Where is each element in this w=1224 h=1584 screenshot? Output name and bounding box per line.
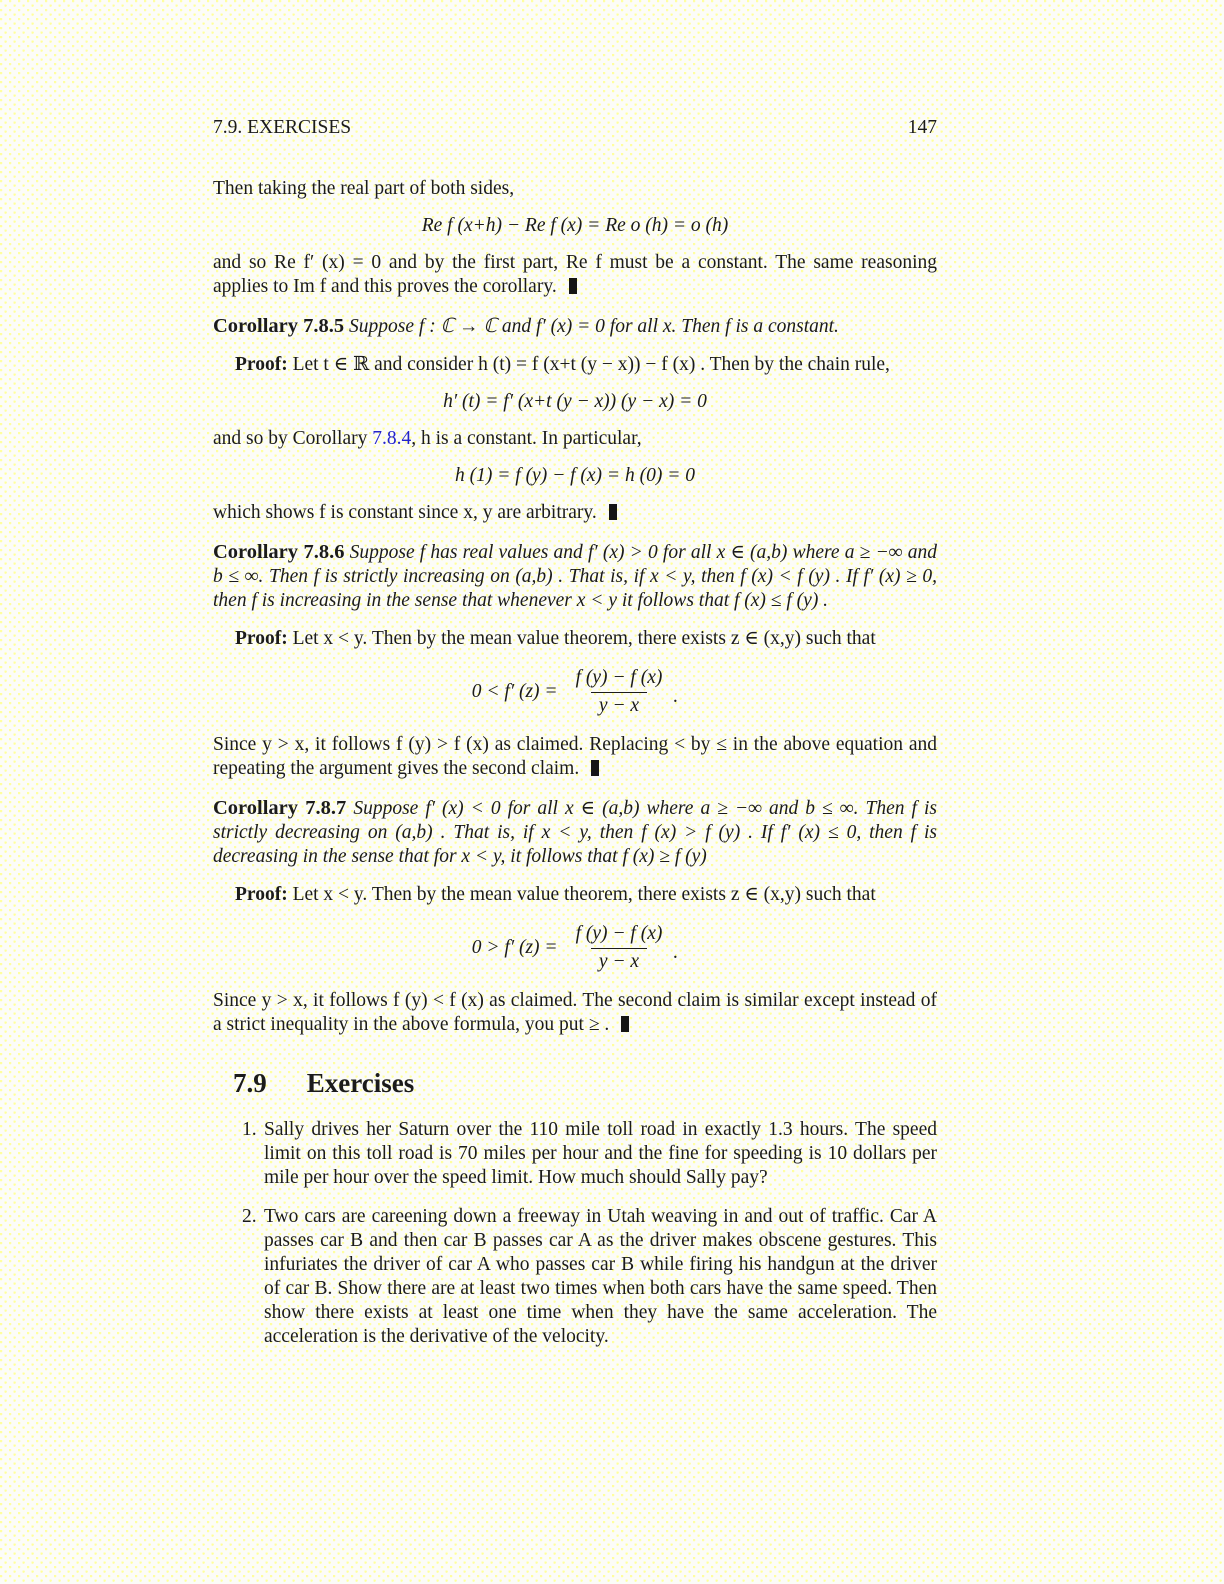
- equation-chain-rule: h′ (t) = f′ (x+t (y − x)) (y − x) = 0: [443, 391, 707, 412]
- fraction-denominator: y − x: [591, 692, 647, 718]
- equation-lhs: 0 < f′ (z) =: [471, 681, 558, 702]
- qed-marker: [621, 1016, 629, 1032]
- equation-mvt-decreasing: [213, 922, 937, 974]
- corollary-785-proof: [213, 353, 937, 377]
- corollary-785-closing: [213, 501, 937, 525]
- intro-body-text: and so Re f′ (x) = 0 and by the first part, Re f must be a constant. The same reasoning applies to Im f and this proves the corollary.: [213, 252, 937, 297]
- qed-marker: [591, 760, 599, 776]
- proof-lead-text: Let x < y. Then by the mean value theorem, there exists z ∈ (x,y) such that: [292, 628, 876, 649]
- equation-lhs: 0 > f′ (z) =: [471, 937, 558, 958]
- header-section-label: 7.9. EXERCISES: [213, 117, 352, 138]
- fraction-numerator: f (y) − f (x): [575, 923, 663, 944]
- intro-lead-paragraph: Then taking the real part of both sides,: [213, 178, 515, 199]
- exercise-item: [213, 1205, 937, 1349]
- corollary-786-proof: [213, 627, 937, 651]
- closing-text: Since y > x, it follows f (y) < f (x) as claimed. The second claim is similar except instead of a strict inequality in the above formula, you put ≥ .: [213, 990, 937, 1035]
- corollary-787-statement: Suppose f′ (x) < 0 for all x ∈ (a,b) where a ≥ −∞ and b ≤ ∞. Then f is strictly decreasing on (a,b) . That is, if x < y, then f (x) > f (y) . If f′ (x) ≤ 0, then f is decreasing in the sense that for x < y, it follows that f (x) ≥ f (y): [213, 798, 937, 867]
- section-heading-exercises: [233, 1067, 937, 1099]
- corollary-787: [213, 796, 937, 869]
- intro-body-paragraph: [213, 251, 937, 299]
- equation-tail: .: [673, 686, 679, 707]
- corollary-785-statement: Suppose f : ℂ → ℂ and f′ (x) = 0 for all x. Then f is a constant.: [349, 316, 839, 337]
- closing-text: which shows f is constant since x, y are arbitrary.: [213, 502, 597, 523]
- exercise-item: [213, 1118, 937, 1190]
- exercise-list: [213, 1118, 937, 1349]
- between-text-after: , h is a constant. In particular,: [411, 428, 642, 449]
- equation-mvt-increasing: [213, 666, 937, 718]
- section-number: 7.9: [233, 1068, 267, 1098]
- proof-lead-text: Let x < y. Then by the mean value theorem, there exists z ∈ (x,y) such that: [292, 884, 876, 905]
- qed-marker: [569, 278, 577, 294]
- exercise-text: Sally drives her Saturn over the 110 mile toll road in exactly 1.3 hours. The speed limit on this toll road is 70 miles per hour and the fine for speeding is 10 dollars per mile per hour over the speed limit. How much should Sally pay?: [264, 1119, 937, 1188]
- corollary-785-between-paragraph: [213, 427, 937, 451]
- corollary-784-reference-link[interactable]: 7.8.4: [372, 428, 412, 449]
- corollary-785: [213, 314, 937, 339]
- fraction-denominator: y − x: [591, 948, 647, 974]
- proof-lead-text: Let t ∈ ℝ and consider h (t) = f (x+t (y − x)) − f (x) . Then by the chain rule,: [292, 354, 890, 375]
- qed-marker: [609, 504, 617, 520]
- section-title: Exercises: [306, 1068, 415, 1098]
- corollary-787-title: Corollary 7.8.7: [213, 797, 347, 819]
- between-text-before: and so by Corollary: [213, 428, 373, 449]
- corollary-785-title: Corollary 7.8.5: [213, 315, 345, 337]
- equation-tail: .: [673, 942, 679, 963]
- closing-text: Since y > x, it follows f (y) > f (x) as claimed. Replacing < by ≤ in the above equation and repeating the argument gives the second claim.: [213, 734, 937, 779]
- proof-label: Proof:: [235, 884, 288, 905]
- corollary-786: [213, 540, 937, 613]
- corollary-786-closing: [213, 733, 937, 781]
- running-header: [213, 116, 937, 140]
- proof-label: Proof:: [235, 628, 288, 649]
- fraction: [568, 922, 671, 974]
- proof-label: Proof:: [235, 354, 288, 375]
- text-column: [213, 0, 937, 1349]
- corollary-787-proof: [213, 883, 937, 907]
- exercise-text: Two cars are careening down a freeway in Utah weaving in and out of traffic. Car A passes car B and then car B passes car A as the driver makes obscene gestures. This infuriates the driver of car A who passes car B while firing his handgun at the driver of car B. Show there are at least two times when both cars have the same speed. Then show there exists at least one time when they have the same acceleration. The acceleration is the derivative of the velocity.: [264, 1206, 937, 1347]
- equation-real-part: Re f (x+h) − Re f (x) = Re o (h) = o (h): [421, 215, 729, 236]
- page-number: 147: [907, 117, 937, 138]
- fraction: [568, 666, 671, 718]
- equation-h-constant: h (1) = f (y) − f (x) = h (0) = 0: [455, 465, 695, 486]
- exercise-number: 1.: [242, 1119, 257, 1140]
- corollary-787-closing: [213, 989, 937, 1037]
- corollary-786-title: Corollary 7.8.6: [213, 541, 345, 563]
- exercise-number: 2.: [242, 1206, 257, 1227]
- fraction-numerator: f (y) − f (x): [575, 667, 663, 688]
- corollary-786-statement: Suppose f has real values and f′ (x) > 0 for all x ∈ (a,b) where a ≥ −∞ and b ≤ ∞. Then f is strictly increasing on (a,b) . That is, if x < y, then f (x) < f (y) . If f′ (x) ≥ 0, then f is increasing in the sense that whenever x < y it follows that f (x) ≤ f (y) .: [213, 542, 937, 611]
